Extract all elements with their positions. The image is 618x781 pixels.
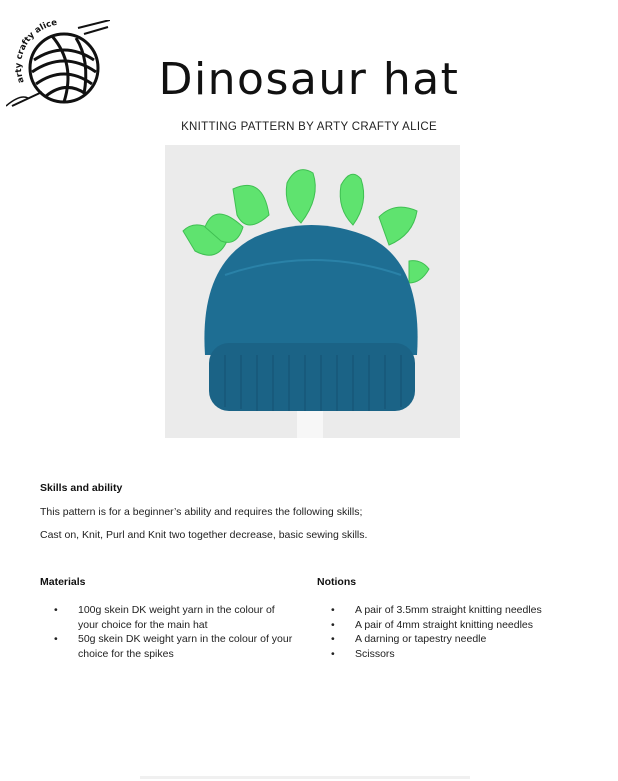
list-item [40,632,310,661]
materials-heading: Materials [40,576,86,588]
material-line: choice for the spikes [78,647,174,660]
bullet: • [54,633,58,645]
skills-heading: Skills and ability [40,482,123,494]
page-title: Dinosaur hat [158,54,460,105]
skills-list: Cast on, Knit, Purl and Knit two together decrease, basic sewing skills. [40,529,368,541]
material-line: 100g skein DK weight yarn in the colour of [78,604,275,616]
material-line: your choice for the main hat [78,618,208,631]
knitted-dinosaur-hat-photo [165,145,460,438]
notions-list [317,603,597,661]
page-subtitle: KNITTING PATTERN BY ARTY CRAFTY ALICE [181,121,437,133]
bullet: • [331,633,335,645]
list-item [317,632,597,647]
notions-heading: Notions [317,576,357,588]
bullet: • [331,604,335,616]
notion-text: A darning or tapestry needle [355,633,487,645]
list-item [317,603,597,618]
list-item [317,618,597,633]
list-item [40,603,310,632]
material-line: 50g skein DK weight yarn in the colour of your [78,633,293,645]
bullet: • [54,604,58,616]
skills-intro: This pattern is for a beginner’s ability and requires the following skills; [40,506,363,518]
list-item [317,647,597,662]
logo-text: arty crafty alice [13,20,59,85]
materials-list [40,603,310,661]
notion-text: A pair of 3.5mm straight knitting needles [355,604,542,616]
hat-photo [165,145,460,438]
bullet: • [331,647,335,660]
bullet: • [331,618,335,631]
notion-text: Scissors [355,647,395,660]
notion-text: A pair of 4mm straight knitting needles [355,618,534,631]
divider [140,776,470,779]
